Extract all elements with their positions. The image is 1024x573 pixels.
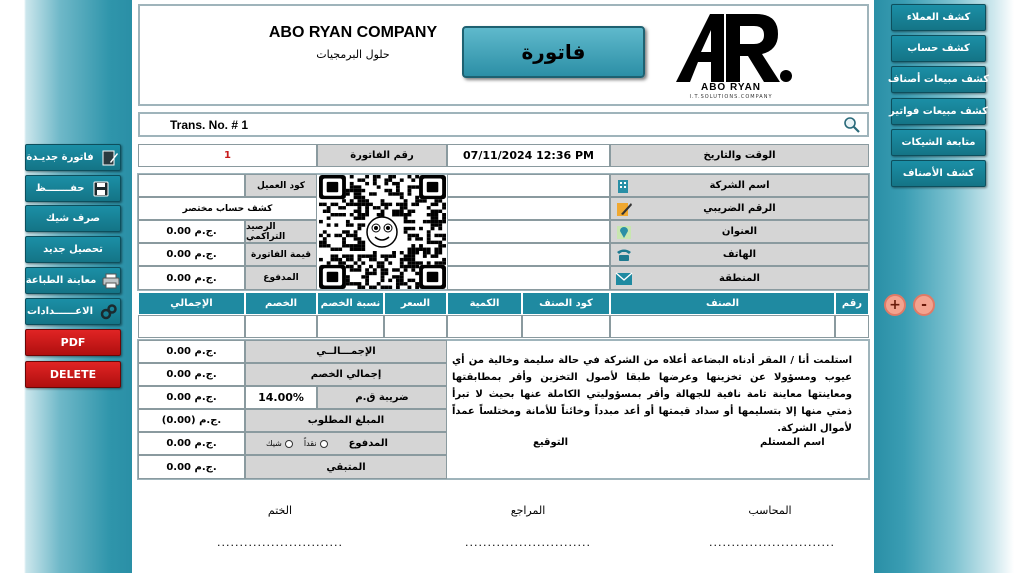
remove-row-button[interactable]: - bbox=[913, 294, 935, 316]
printer-icon bbox=[102, 272, 120, 290]
item-sales-report-button[interactable] bbox=[887, 66, 990, 93]
customer-code-input[interactable] bbox=[138, 174, 245, 197]
paid-row bbox=[245, 432, 447, 455]
envelope-icon bbox=[615, 271, 633, 287]
settings-label: الاعــــــدادات bbox=[26, 306, 94, 317]
stamp-label: الختم bbox=[267, 504, 293, 517]
address-field bbox=[610, 220, 869, 243]
col-header-quantity: الكمية bbox=[447, 292, 522, 315]
discount-total-label: إجمالي الخصم bbox=[245, 363, 447, 386]
account-statement-button[interactable] bbox=[891, 35, 986, 62]
acknowledgement-text: استلمت أنا / المقر أدناه البضاعة أعلاه من الشركة في حالة سليمة وخالية من أي عيوب ومسؤولا عن تخزينها وعرضها طبقا لأصول التخزين وأقر بمطابقتها ومعاينتها معاينة تامة نافية للجهالة وأقر بمسؤوليتي الكاملة عنها بحيث لا تبرأ ذمتي منها إلا بتسليمها أو سداد قيمتها أو أعد مبدداً وخائناً للأمانة ومختلساً عمداً لأموال الشركة. bbox=[452, 355, 852, 434]
cumulative-balance-value: 0.00 ج.م. bbox=[138, 220, 245, 243]
discount-total-value: 0.00 ج.م. bbox=[138, 363, 245, 386]
customer-code-label: كود العميل bbox=[245, 174, 317, 197]
row-discount-cell[interactable] bbox=[245, 315, 317, 338]
phone-field bbox=[610, 243, 869, 266]
company-name-input[interactable] bbox=[447, 174, 610, 197]
transaction-bar bbox=[138, 112, 869, 137]
print-preview-button[interactable] bbox=[25, 267, 121, 294]
print-preview-label: معاينة الطباعة bbox=[25, 275, 97, 286]
signature-label: التوقيع bbox=[533, 437, 568, 448]
save-disk-icon bbox=[91, 180, 111, 198]
row-total-cell[interactable] bbox=[138, 315, 245, 338]
pencil-document-icon bbox=[615, 201, 633, 217]
remaining-label: المتبقي bbox=[245, 455, 447, 479]
row-quantity-cell[interactable] bbox=[447, 315, 522, 338]
short-statement-link[interactable]: كشف حساب مختصر bbox=[138, 197, 317, 220]
customer-paid-label: المدفوع bbox=[245, 266, 317, 290]
col-header-total: الإجمالي bbox=[138, 292, 245, 315]
new-invoice-label: فاتورة جديـدة bbox=[26, 152, 94, 163]
tax-number-field bbox=[610, 197, 869, 220]
col-header-item-code: كود الصنف bbox=[522, 292, 610, 315]
cash-check-button[interactable] bbox=[25, 205, 121, 232]
transaction-number: Trans. No. # 1 bbox=[170, 118, 249, 132]
col-header-number: رقم bbox=[835, 292, 869, 315]
accountant-signature-line: ............................ bbox=[709, 536, 835, 549]
invoice-header bbox=[138, 4, 869, 106]
region-input[interactable] bbox=[447, 266, 610, 290]
reviewer-label: المراجع bbox=[510, 504, 546, 517]
search-icon[interactable] bbox=[843, 116, 861, 134]
row-discount-rate-cell[interactable] bbox=[317, 315, 384, 338]
accountant-label: المحاسب bbox=[748, 504, 792, 517]
save-label: حفـــــــظ bbox=[35, 183, 85, 194]
col-header-discount: الخصم bbox=[245, 292, 317, 315]
invoice-sales-report-label: كشف مبيعات فواتير bbox=[889, 106, 988, 117]
checks-tracking-button[interactable] bbox=[891, 129, 986, 156]
phone-label: الهاتف bbox=[722, 249, 757, 260]
save-button[interactable] bbox=[25, 175, 121, 202]
vat-rate-input[interactable]: 14.00% bbox=[245, 386, 317, 409]
telephone-icon bbox=[615, 247, 633, 263]
pdf-button[interactable] bbox=[25, 329, 121, 356]
logo-name: ABO RYAN bbox=[700, 82, 762, 93]
qr-code bbox=[319, 175, 446, 289]
paid-label: المدفوع bbox=[348, 438, 388, 449]
cash-option-label: نقداً bbox=[303, 439, 317, 448]
check-option-label: شيك bbox=[266, 439, 282, 448]
reviewer-signature-line: ............................ bbox=[465, 536, 591, 549]
customers-report-label: كشف العملاء bbox=[906, 12, 971, 23]
tax-number-label: الرقم الضريبي bbox=[703, 203, 776, 214]
cash-check-label: صرف شيك bbox=[45, 213, 101, 224]
new-collection-label: تحصيل جديد bbox=[43, 244, 103, 255]
amount-due-label: المبلغ المطلوب bbox=[245, 409, 447, 432]
new-invoice-button[interactable] bbox=[25, 144, 121, 171]
paid-amount-value[interactable]: 0.00 ج.م. bbox=[138, 432, 245, 455]
delete-button[interactable] bbox=[25, 361, 121, 388]
stamp-signature-line: ............................ bbox=[217, 536, 343, 549]
invoice-value-value: 0.00 ج.م. bbox=[138, 243, 245, 266]
cumulative-balance-label: الرصيد التراكمي bbox=[245, 220, 317, 243]
company-name-label: اسم الشركة bbox=[709, 180, 770, 191]
delete-label: DELETE bbox=[49, 368, 97, 381]
company-name: ABO RYAN COMPANY bbox=[268, 24, 438, 41]
company-subtitle: حلول البرمجيات bbox=[316, 48, 390, 61]
settings-button[interactable] bbox=[25, 298, 121, 325]
total-label: الإجمـــالــي bbox=[245, 340, 447, 363]
vat-value: 0.00 ج.م. bbox=[138, 386, 245, 409]
invoice-number-label: رقم الفاتورة bbox=[317, 144, 447, 167]
customer-paid-value: 0.00 ج.م. bbox=[138, 266, 245, 290]
row-item-code-cell[interactable] bbox=[522, 315, 610, 338]
check-radio[interactable] bbox=[285, 440, 293, 448]
col-header-price: السعر bbox=[384, 292, 447, 315]
phone-input[interactable] bbox=[447, 243, 610, 266]
row-price-cell[interactable] bbox=[384, 315, 447, 338]
items-report-label: كشف الأصناف bbox=[902, 168, 975, 179]
row-item-cell[interactable] bbox=[610, 315, 835, 338]
new-document-icon bbox=[100, 149, 120, 167]
account-statement-label: كشف حساب bbox=[907, 43, 970, 54]
pdf-label: PDF bbox=[60, 336, 86, 349]
invoice-sales-report-button[interactable] bbox=[891, 98, 986, 125]
address-label: العنوان bbox=[721, 226, 758, 237]
checks-tracking-label: متابعة الشيكات bbox=[901, 137, 976, 148]
item-sales-report-label: كشف مبيعات أصناف bbox=[887, 74, 990, 85]
remaining-value: 0.00 ج.م. bbox=[138, 455, 245, 479]
customers-report-button[interactable] bbox=[891, 4, 986, 31]
logo-tagline: I.T.SOLUTIONS.COMPANY bbox=[689, 94, 773, 100]
amount-due-value: (0.00) ج.م. bbox=[138, 409, 245, 432]
invoice-value-label: قيمة الفاتورة bbox=[245, 243, 317, 266]
cash-radio[interactable] bbox=[320, 440, 328, 448]
row-number-cell[interactable] bbox=[835, 315, 869, 338]
add-row-button[interactable]: + bbox=[884, 294, 906, 316]
invoice-number-value: 1 bbox=[138, 144, 317, 167]
receiver-name-label: اسم المستلم bbox=[760, 437, 825, 448]
region-field bbox=[610, 266, 869, 290]
map-pin-icon bbox=[615, 224, 633, 240]
datetime-label: الوقت والتاريخ bbox=[610, 144, 869, 167]
tax-number-input[interactable] bbox=[447, 197, 610, 220]
settings-gears-icon bbox=[99, 303, 119, 321]
vat-label: ضريبة ق.م bbox=[317, 386, 447, 409]
company-name-field bbox=[610, 174, 869, 197]
datetime-value: 07/11/2024 12:36 PM bbox=[447, 144, 610, 167]
col-header-item: الصنف bbox=[610, 292, 835, 315]
building-icon bbox=[615, 178, 633, 194]
items-report-button[interactable] bbox=[891, 160, 986, 187]
col-header-discount-rate: نسبة الخصم bbox=[317, 292, 384, 315]
address-input[interactable] bbox=[447, 220, 610, 243]
region-label: المنطقة bbox=[719, 272, 760, 284]
total-value: 0.00 ج.م. bbox=[138, 340, 245, 363]
invoice-title: فاتورة bbox=[462, 26, 645, 78]
new-collection-button[interactable] bbox=[25, 236, 121, 263]
